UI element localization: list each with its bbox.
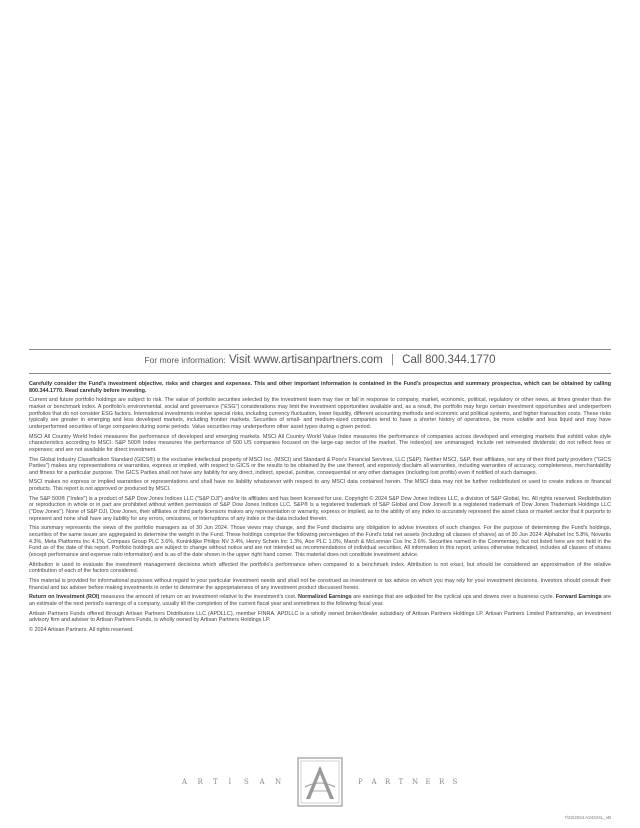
logo-letter: T — [213, 778, 218, 786]
artisan-emblem-icon — [297, 757, 343, 807]
prospectus-notice: Carefully consider the Fund's investment objective, risks and charges and expenses. This and other important information is contained in the Fund's prospectus and summary prospectus, which can be obtained by calling 800.344.1770. Read carefully before investing. — [29, 381, 611, 394]
logo-letter: N — [412, 778, 419, 786]
artisan-partners-logo — [0, 757, 640, 807]
divider-top — [29, 349, 611, 350]
contact-separator: | — [390, 354, 394, 366]
logo-letter: P — [358, 778, 363, 786]
forward-earnings-term: Forward Earnings — [555, 594, 602, 601]
phone-number[interactable]: Call 800.344.1770 — [402, 354, 496, 366]
index-paragraph: MSCI All Country World Index measures the performance of developed and emerging markets. MSCI All Country World Value Index measures the performance of companies across developed and emerging markets that exhibit value style characteristics according to MSCI. S&P 500® Index measures the performance of 500 US companies focused on the large-cap sector of the market. The index(es) are unmanaged; include net reinvested dividends; do not reflect fees or expenses; and are not available for direct investment. — [29, 433, 611, 453]
risk-paragraph: Current and future portfolio holdings are subject to risk. The value of portfolio securities selected by the investment team may rise or fall in response to company, market, economic, political, regulatory or other news, at times greater than the market or benchmark index. A portfolio's environmental, social and governance ("ESG") considerations may limit the investment opportunities available and, as a result, the portfolio may forgo certain investment opportunities and underperform portfolios that do not consider ESG factors. International investments involve special risks, including currency fluctuation, lower liquidity, different accounting methods and economic and political systems, and higher transaction costs. These risks typically are greater in emerging and less developed markets, including frontier markets. Securities of small- and medium-sized companies tend to have a shorter history of operations, be more volatile and less liquid and may have underperformed securities of large companies during some periods. Value securities may underperform other asset types during a given period. — [29, 397, 611, 430]
divider-bottom — [29, 373, 611, 374]
logo-letter: R — [197, 778, 203, 786]
gics-paragraph: The Global Industry Classification Standard (GICS®) is the exclusive intellectual property of MSCI Inc. (MSCI) and Standard & Poor's Financial Services, LLC (S&P). Neither MSCI, S&P, their affiliates, nor any of their third party providers ("GICS Parties") makes any representations or warranties, express or implied, with respect to GICS or the results to be obtained by the use thereof, and expressly disclaim all warranties, including warranties of accuracy, completeness, merchantability and fitness for a particular purpose. The GICS Parties shall not have any liability for any direct, indirect, special, punitive, consequential or any other damages (including lost profits) even if notified of such damages. — [29, 456, 611, 476]
logo-letter: I — [228, 778, 232, 786]
distributor-paragraph: Artisan Partners Funds offered through Artisan Partners Distributors LLC (APDLLC), member FINRA. APDLLC is a wholly owned broker/dealer subsidiary of Artisan Partners Holdings LP. Artisan Partners Limited Partnership, an investment advisory firm and adviser to Artisan Partners Funds, is wholly owned by Artisan Partners Holdings LP. — [29, 610, 611, 624]
logo-letter: A — [259, 778, 265, 786]
document-id: 7/22/2024 A24344L_vB — [564, 815, 611, 820]
holdings-paragraph: This summary represents the views of the portfolio managers as of 30 Jun 2024. Those views may change, and the Fund disclaims any obligation to advise investors of such changes. For the purpose of determining the Fund's holdings, securities of the same issuer are aggregated to determine the weight in the Fund. These holdings comprise the following percentages of the Fund's total net assets (including all classes of shares) as of 30 Jun 2024: Alphabet Inc 5.8%, Novartis 4.3%, Meta Platforms Inc 4.1%, Compass Group PLC 3.6%, Koninklijke Philips NV 3.4%, Henry Schein Inc 1.3%, Aon PLC 1.0%, Marsh & McLennan Cos Inc 2.6%. Securities named in the Commentary, but not listed here are not held in the Fund as of the date of this report. Portfolio holdings are subject to change without notice and are not intended as recommendations of individual securities. All information in this report, unless otherwise indicated, includes all classes of shares (except performance and expense ratio information) and is as of the date shown in the upper right hand corner. This material does not constitute investment advice. — [29, 525, 611, 558]
forward-earnings-definition: are an estimate of the next period's earnings of a company, usually till the completion of the current fiscal year and sometimes to the following fiscal year. — [29, 594, 611, 607]
logo-letter: S — [244, 778, 249, 786]
website-link[interactable]: Visit www.artisanpartners.com — [228, 354, 383, 366]
normalized-earnings-term: Normalized Earnings — [297, 594, 352, 601]
logo-letter: S — [452, 778, 458, 786]
informational-paragraph: This material is provided for informational purposes without regard to your particular investment needs and shall not be construed as investment or tax advice on which you may rely for your investment decisions. Investors should consult their financial and tax adviser before making investments in order to determine the appropriateness of any investment product discussed herein. — [29, 577, 611, 591]
copyright-notice: © 2024 Artisan Partners. All rights reserved. — [29, 627, 134, 634]
logo-letter: R — [385, 778, 391, 786]
logo-letter: A — [371, 778, 377, 786]
contact-label: For more information: — [144, 355, 226, 365]
normalized-earnings-definition: are earnings that are adjusted for the cyclical ups and downs over a business cycle. — [351, 594, 556, 601]
logo-letter: E — [425, 778, 431, 786]
logo-letter: T — [398, 778, 404, 786]
definitions-paragraph — [29, 594, 611, 607]
disclosures — [29, 381, 611, 637]
sp500-paragraph: The S&P 500® ("Index") is a product of S&P Dow Jones Indices LLC ("S&P DJI") and/or its affiliates and has been licensed for use. Copyright © 2024 S&P Dow Jones Indices LLC, a division of S&P Global, Inc. All rights reserved. Redistribution or reproduction in whole or in part are prohibited without written permission of S&P Dow Jones Indices LLC. S&P® is a registered trademark of S&P Global and Dow Jones® is a registered trademark of Dow Jones Trademark Holdings LLC ("Dow Jones"). None of S&P DJI, Dow Jones, their affiliates or third party licensors makes any representation or warranty, express or implied, as to the ability of any index to accurately represent the asset class or market sector that it purports to represent and none shall have any liability for any errors, omissions, or interruptions of any index or the data included therein. — [29, 495, 611, 522]
contact-bar — [0, 354, 640, 366]
logo-letter: A — [182, 778, 188, 786]
roi-term: Return on Investment (ROI) — [29, 594, 100, 601]
logo-letter: N — [275, 778, 282, 786]
roi-definition: measures the amount of return on an investment relative to the investment's cost. — [99, 594, 298, 601]
msci-paragraph: MSCI makes no express or implied warranties or representations and shall have no liability whatsoever with respect to any MSCI data contained herein. The MSCI data may not be further redistributed or used to create indices or financial products. This report is not approved or produced by MSCI. — [29, 479, 611, 493]
logo-letter: R — [439, 778, 445, 786]
attribution-paragraph: Attribution is used to evaluate the investment management decisions which affected the portfolio's performance when compared to a benchmark index. Attribution is not exact, but should be considered an approximation of the relative contribution of each of the factors considered. — [29, 561, 611, 575]
